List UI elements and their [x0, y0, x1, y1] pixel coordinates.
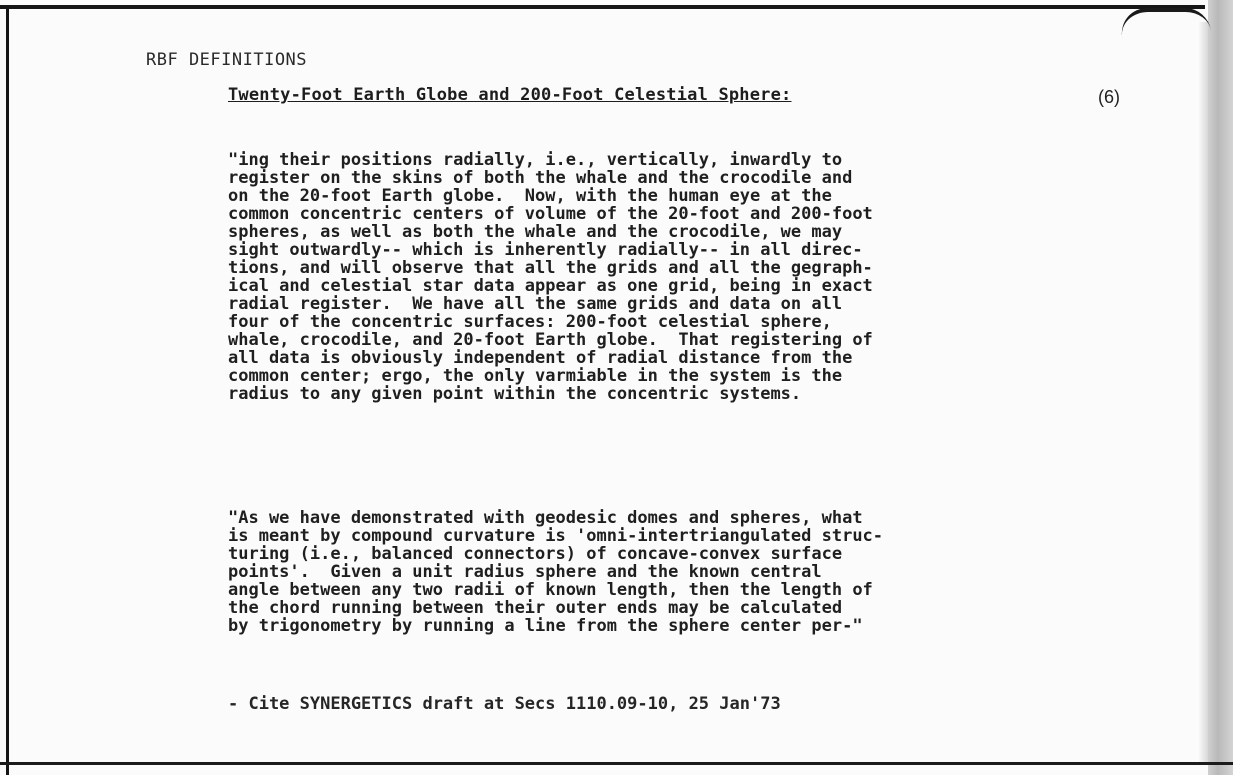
section-title: Twenty-Foot Earth Globe and 200-Foot Celestial Sphere:	[228, 85, 792, 105]
page-number: (6)	[1098, 87, 1120, 107]
top-border	[0, 5, 1205, 9]
page-edge-shade	[1197, 22, 1208, 762]
bottom-border	[0, 762, 1233, 765]
left-border	[6, 7, 9, 775]
quote-paragraph-2: "As we have demonstrated with geodesic domes and spheres, what is meant by compound curvature is 'omni-intertriangulated struc- turing (i.e., balanced connectors) of concave-convex surface points'. Given a unit radius sphere and the known central angle between any two radii of known length, then the length of the chord running between their outer ends may be calculated by trigonometry by running a line from the sphere center per-"	[228, 508, 884, 636]
citation-line: - Cite SYNERGETICS draft at Secs 1110.09-10, 25 Jan'73	[228, 694, 781, 714]
top-border-curl	[1118, 8, 1212, 38]
page-edge-shadow	[1208, 0, 1233, 775]
document-heading: RBF DEFINITIONS	[146, 50, 308, 70]
quote-paragraph-1: "ing their positions radially, i.e., vertically, inwardly to register on the skins of both the whale and the crocodile and on the 20-foot Earth globe. Now, with the human eye at the common concentric centers of volume of the 20-foot and 200-foot spheres, as well as both the whale and the crocodile, we may sight outwardly-- which is inherently radially-- in all direc- tions, and will observe that all the grids and all the gegraph- ical and celestial star data appear as one grid, being in exact radial register. We have all the same grids and data on all four of the concentric surfaces: 200-foot celestial sphere, whale, crocodile, and 20-foot Earth globe. That registering of all data is obviously independent of radial distance from the common center; ergo, the only varmiable in the system is the radius to any given point within the concentric systems.	[228, 150, 873, 404]
